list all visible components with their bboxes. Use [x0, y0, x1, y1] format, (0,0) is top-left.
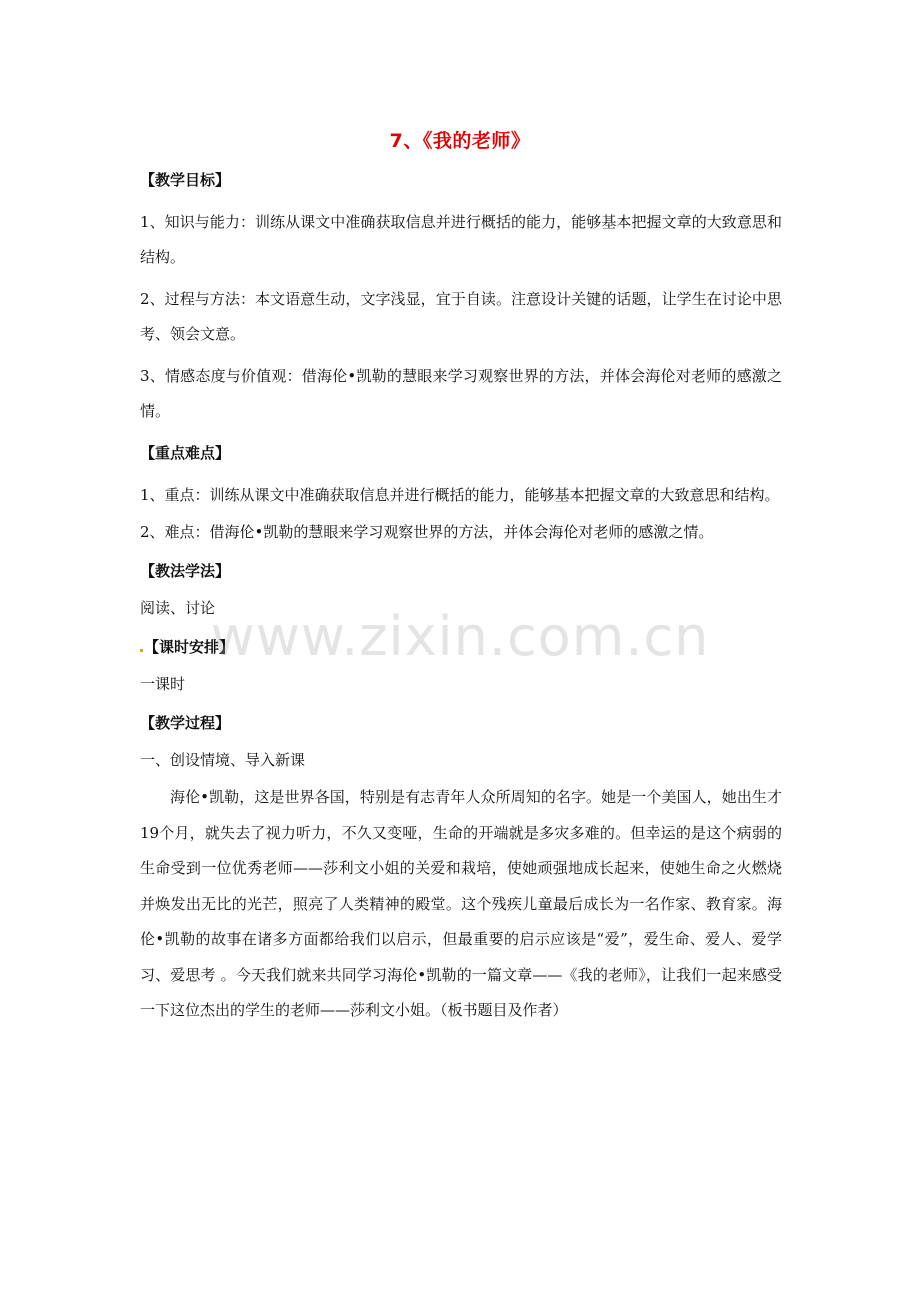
section-heading-methods: 【教法学法】	[140, 562, 231, 580]
methods-text: 阅读、讨论	[140, 599, 216, 617]
goal-item: 2、过程与方法：本文语意生动，文字浅显，宜于自读。注意设计关键的话题，让学生在讨论中思考、领会文意。	[140, 290, 782, 343]
marker-dot	[140, 649, 143, 652]
process-step-title: 一、创设情境、导入新课	[140, 751, 306, 769]
schedule-heading-label: 【课时安排】	[144, 638, 235, 656]
process-paragraph: 海伦•凯勒，这是世界各国，特别是有志青年人众所周知的名字。她是一个美国人，她出生才19个月，就失去了视力听力，不久又变哑，生命的开端就是多灾多难的。但幸运的是这个病弱的生命受到一位优秀老师——莎利文小姐的关爱和栽培，使她顽强地成长起来，使她生命之火燃烧并焕发出无比的光芒，照亮了人类精神的殿堂。这个残疾儿童最后成长为一名作家、教育家。海伦•凯勒的故事在诸多方面都给我们以启示，但最重要的启示应该是“爱”，爱生命、爱人、爱学习、爱思考 。今天我们就来共同学习海伦•凯勒的一篇文章——《我的老师》，让我们一起来感受一下这位杰出的学生的老师——莎利文小姐。（板书题目及作者）	[140, 788, 782, 1019]
section-heading-goals: 【教学目标】	[140, 171, 231, 189]
watermark: www.zixin.com.cn	[210, 605, 710, 668]
key-point-item: 2、难点：借海伦•凯勒的慧眼来学习观察世界的方法，并体会海伦对老师的感激之情。	[140, 523, 714, 541]
section-heading-schedule	[140, 635, 782, 659]
goal-item: 1、知识与能力：训练从课文中准确获取信息并进行概括的能力，能够基本把握文章的大致意思和结构。	[140, 213, 782, 266]
document-body	[140, 168, 782, 1029]
goal-item: 3、情感态度与价值观：借海伦•凯勒的慧眼来学习观察世界的方法，并体会海伦对老师的感激之情。	[140, 367, 782, 420]
key-point-item: 1、重点：训练从课文中准确获取信息并进行概括的能力，能够基本把握文章的大致意思和结构。	[140, 486, 780, 504]
section-heading-process: 【教学过程】	[140, 714, 231, 732]
section-heading-key-points: 【重点难点】	[140, 444, 231, 462]
document-title: 7、《我的老师》	[389, 130, 531, 152]
schedule-text: 一课时	[140, 675, 186, 693]
